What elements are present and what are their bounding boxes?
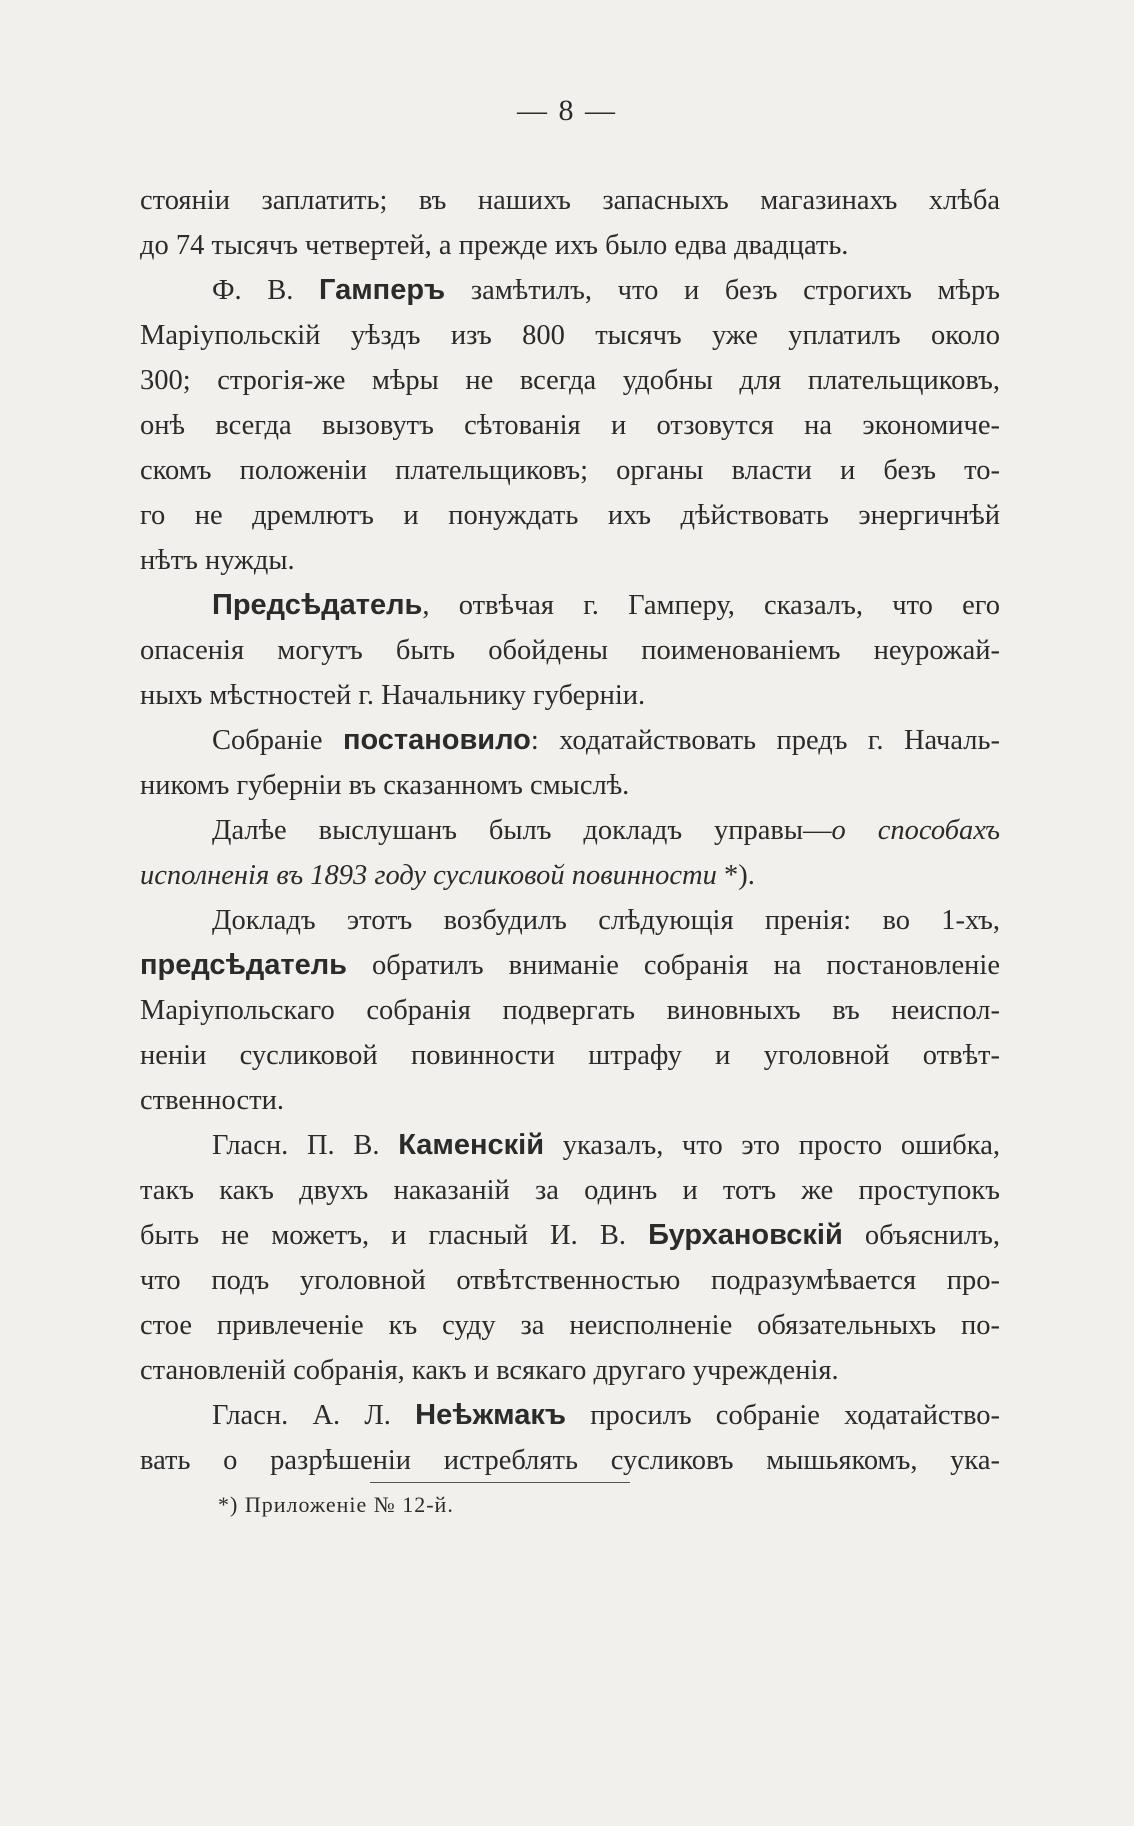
text-segment: : ходатайствовать предъ г. Началь-	[530, 725, 1001, 756]
body-text	[140, 178, 1000, 1483]
text-line: ныхъ мѣстностей г. Начальнику губерніи.	[140, 680, 646, 711]
text-line: Докладъ этотъ возбудилъ слѣдующія пренія: во 1-хъ,	[212, 905, 1000, 936]
footnote-rule	[370, 1482, 630, 1483]
italic-title: исполненія въ 1893 году сусликовой повинности	[140, 860, 717, 891]
bold-name: Бурхановскій	[648, 1219, 843, 1251]
text-line	[140, 583, 1000, 628]
text-segment: Гласн. П. В.	[212, 1130, 399, 1161]
bold-name: Предсѣдатель	[212, 589, 423, 621]
text-line	[140, 1213, 1000, 1258]
text-segment: указалъ, что это просто ошибка,	[544, 1130, 1000, 1161]
text-line: ственности.	[140, 1085, 284, 1116]
text-line: вать о разрѣшеніи истреблять сусликовъ мышьякомъ, ука-	[140, 1445, 1000, 1476]
text-segment: Далѣе выслушанъ былъ докладъ управы—	[212, 815, 832, 846]
bold-name: Неѣжмакъ	[415, 1399, 566, 1431]
text-line: неніи сусликовой повинности штрафу и уголовной отвѣт-	[140, 1040, 1000, 1071]
text-line: скомъ положеніи плательщиковъ; органы власти и безъ то-	[140, 455, 1000, 486]
text-segment: просилъ собраніе ходатайство-	[566, 1400, 1000, 1431]
text-segment: обратилъ вниманіе собранія на постановленіе	[347, 950, 1000, 981]
text-line	[140, 808, 1000, 853]
text-line: такъ какъ двухъ наказаній за одинъ и тотъ же проступокъ	[140, 1175, 1000, 1206]
text-line: становленій собранія, какъ и всякаго другаго учрежденія.	[140, 1355, 839, 1386]
text-segment: *).	[716, 860, 755, 891]
italic-title: о способахъ	[831, 815, 1001, 846]
bold-name: предсѣдатель	[140, 949, 348, 981]
text-line: стое привлеченіе къ суду за неисполненіе обязательныхъ по-	[140, 1310, 1000, 1341]
text-segment: замѣтилъ, что и безъ строгихъ мѣръ	[445, 275, 1001, 306]
text-line	[140, 1123, 1000, 1168]
text-segment: Ф. В.	[212, 275, 320, 306]
text-segment: объяснилъ,	[842, 1220, 1001, 1251]
bold-name: Каменскій	[398, 1129, 545, 1161]
text-line	[140, 943, 1000, 988]
text-line: стояніи заплатить; въ нашихъ запасныхъ магазинахъ хлѣба	[140, 185, 1000, 216]
text-line: до 74 тысячъ четвертей, а прежде ихъ было едва двадцать.	[140, 230, 849, 261]
text-line: го не дремлютъ и понуждать ихъ дѣйствовать энергичнѣй	[140, 500, 1000, 531]
text-line: нѣтъ нужды.	[140, 545, 295, 576]
bold-name: постановило	[342, 724, 531, 756]
text-line: что подъ уголовной отвѣтственностью подразумѣвается про-	[140, 1265, 1000, 1296]
text-line	[140, 1393, 1000, 1438]
text-line: опасенія могутъ быть обойдены поименованіемъ неурожай-	[140, 635, 1000, 666]
text-line	[140, 853, 1000, 898]
text-segment: Гласн. А. Л.	[212, 1400, 416, 1431]
text-line: никомъ губерніи въ сказанномъ смыслѣ.	[140, 770, 630, 801]
text-segment: , отвѣчая г. Гамперу, сказалъ, что его	[422, 590, 1000, 621]
text-line: Маріупольскій уѣздъ изъ 800 тысячъ уже уплатилъ около	[140, 320, 1000, 351]
text-line	[140, 268, 1000, 313]
text-line: 300; строгія-же мѣры не всегда удобны для плательщиковъ,	[140, 365, 1000, 396]
footnote: *) Приложеніе № 12-й.	[218, 1492, 454, 1517]
text-line	[140, 718, 1000, 763]
text-line: Маріупольскаго собранія подвергать виновныхъ въ неиспол-	[140, 995, 1000, 1026]
page-number: — 8 —	[517, 94, 617, 127]
text-segment: Собраніе	[212, 725, 343, 756]
bold-name: Гамперъ	[319, 274, 446, 306]
text-segment: быть не можетъ, и гласный И. В.	[140, 1220, 649, 1251]
text-line: онѣ всегда вызовутъ сѣтованія и отзовутся на экономиче-	[140, 410, 1000, 441]
